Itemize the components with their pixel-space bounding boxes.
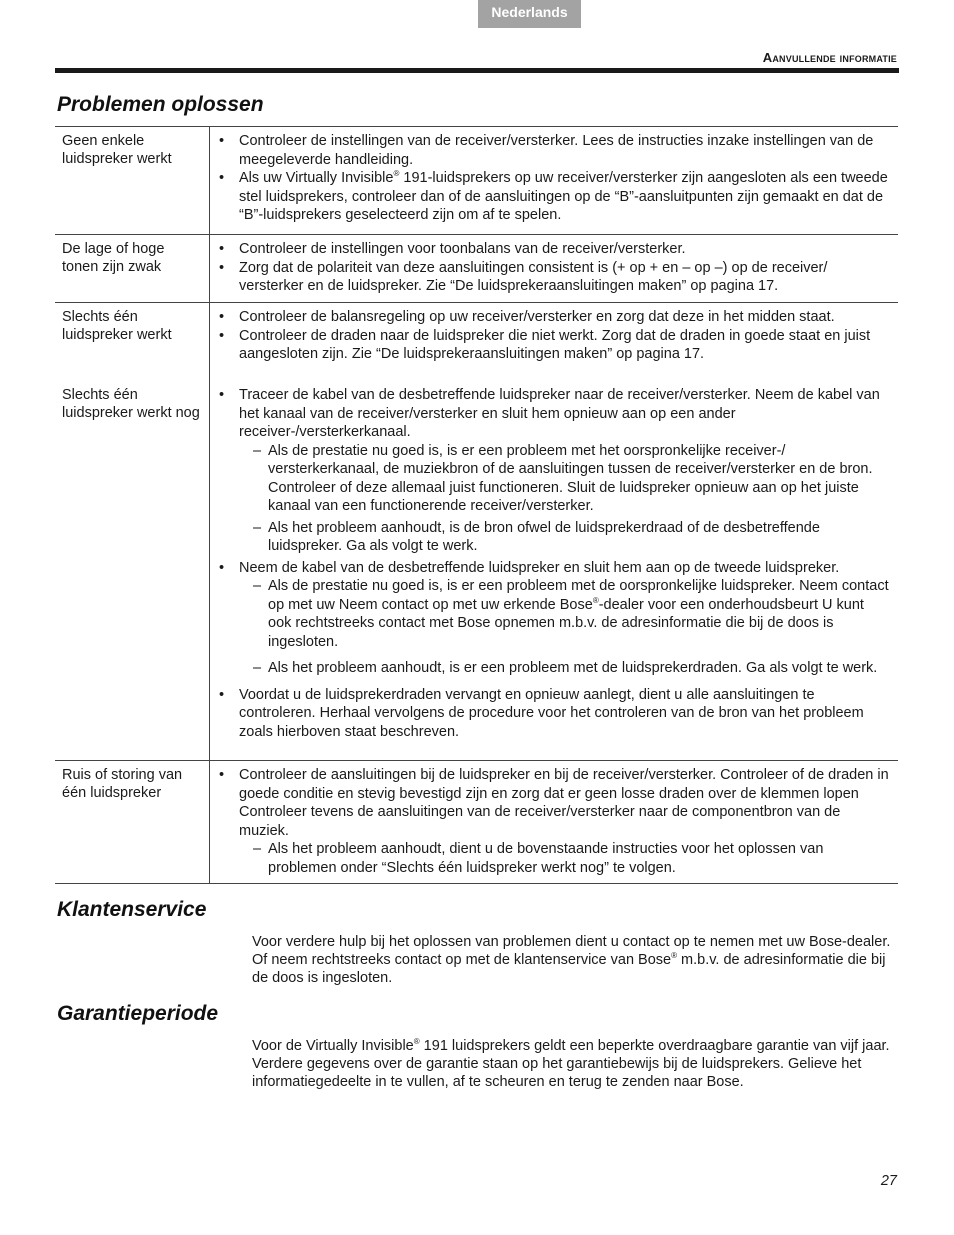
problem-cell: Slechts één luidspreker werkt [55, 303, 210, 381]
list-item: • Controleer de draden naar de luidspreker die niet werkt. Zorg dat de draden in goede staat en juist aangesloten zijn. Zie “De luidsprekeraansluitingen maken” op pagina 17. [218, 327, 890, 364]
solution-cell [210, 303, 898, 381]
section-header: Aanvullende informatie [762, 50, 897, 65]
warranty-text: Voor de Virtually Invisible® 191 luidsprekers geldt een beperkte overdraagbare garantie van vijf jaar. Verdere gegevens over de garantie staan op het garantiebewijs bij de luidsprekers. Gelieve het informatiegedeelte in te vullen, af te scheuren en terug te zenden naar Bose. [252, 1037, 890, 1090]
sub-item: – Als de prestatie nu goed is, is er een probleem met de oorspronkelijke luidspreker. Neem contact op met uw Neem contact op met uw erkende Bose®-dealer voor een onderhoudsbeurt U kunt ook rechtstreeks contact met Bose opnemen m.b.v. de adresinformatie die bij de doos is ingesloten. [253, 578, 889, 650]
solution-cell [210, 235, 898, 302]
list-item [218, 559, 890, 678]
list-item: • Controleer de instellingen voor toonbalans van de receiver/versterker. [218, 240, 890, 259]
table-row [55, 127, 898, 235]
sub-item: – Als de prestatie nu goed is, is er een probleem met het oorspronkelijke receiver-/ versterkerkanaal, de muziekbron of de aansluitingen tussen de receiver/versterker en de bron. Controleer of deze allemaal juist functioneren. Sluit de luidspreker opnieuw aan op het juiste kanaal van een functionerende receiver/versterker. [253, 442, 873, 514]
table-row [55, 761, 898, 884]
table-row [55, 381, 898, 761]
header-rule [55, 68, 899, 73]
list-item [218, 766, 890, 877]
troubleshooting-title: Problemen oplossen [57, 93, 264, 116]
problem-cell: Ruis of storing van één luidspreker [55, 761, 210, 883]
sub-item: – Als het probleem aanhoudt, dient u de bovenstaande instructies voor het oplossen van problemen onder “Slechts één luidspreker werkt nog” te volgen. [253, 841, 824, 876]
list-item: • Voordat u de luidsprekerdraden vervangt en opnieuw aanlegt, dient u alle aansluitingen te controleren. Herhaal vervolgens de procedure voor het controleren van de bron van het probleem zoals hierboven staat beschreven. [218, 686, 890, 742]
language-tab: Nederlands [478, 0, 581, 28]
solution-cell [210, 127, 898, 234]
sub-item: – Als het probleem aanhoudt, is de bron ofwel de luidsprekerdraad of de desbetreffende luidspreker. Ga als volgt te werk. [253, 519, 820, 554]
list-item: • Als uw Virtually Invisible® 191-luidsprekers op uw receiver/versterker zijn aangesloten als een tweede stel luidsprekers, controleer dan of de aansluitingen op de “B”-aansluitpunten zijn gemaakt en dat de “B”-luidsprekers geselecteerd zijn om af te spelen. [218, 169, 890, 225]
solution-cell [210, 381, 898, 760]
list-item [218, 386, 890, 556]
list-item-text: • Controleer de aansluitingen bij de luidspreker en bij de receiver/versterker. Controleer of de draden in goede conditie en stevig bevestigd zijn en zorg dat er geen losse draden over de klemmen lopen Controleer tevens de aansluitingen van de receiver/versterker naar de componentbron van de muziek. [239, 767, 889, 839]
warranty-title: Garantieperiode [57, 1002, 219, 1025]
table-row [55, 303, 898, 381]
troubleshooting-table [55, 126, 898, 884]
list-item: • Controleer de balansregeling op uw receiver/versterker en zorg dat deze in het midden staat. [218, 308, 890, 327]
sub-item: – Als het probleem aanhoudt, is er een probleem met de luidsprekerdraden. Ga als volgt te werk. [253, 660, 878, 676]
table-row [55, 235, 898, 303]
page-number: 27 [880, 1173, 897, 1189]
list-item-text: • Traceer de kabel van de desbetreffende luidspreker naar de receiver/versterker. Neem de kabel van het kanaal van de receiver/versterker en sluit hem opnieuw aan op een ander receiver-/versterkerkanaal. [239, 387, 880, 440]
problem-cell: De lage of hoge tonen zijn zwak [55, 235, 210, 302]
customer-service-title: Klantenservice [57, 898, 207, 921]
customer-service-text: Voor verdere hulp bij het oplossen van problemen dient u contact op te nemen met uw Bose-dealer. Of neem rechtstreeks contact op met de klantenservice van Bose® m.b.v. de adresinformatie die bij de doos is ingesloten. [252, 934, 891, 986]
problem-cell: Slechts één luidspreker werkt nog [55, 381, 210, 760]
list-item: • Controleer de instellingen van de receiver/versterker. Lees de instructies inzake instellingen van de meegeleverde handleiding. [218, 132, 890, 169]
list-item: • Zorg dat de polariteit van deze aansluitingen consistent is (+ op + en – op –) op de receiver/ versterker en de luidspreker. Zie “De luidsprekeraansluitingen maken” op pagina 17. [218, 259, 890, 296]
solution-cell [210, 761, 898, 883]
list-item-text: • Neem de kabel van de desbetreffende luidspreker en sluit hem aan op de tweede luidspreker. [239, 559, 840, 576]
problem-cell: Geen enkele luidspreker werkt [55, 127, 210, 234]
